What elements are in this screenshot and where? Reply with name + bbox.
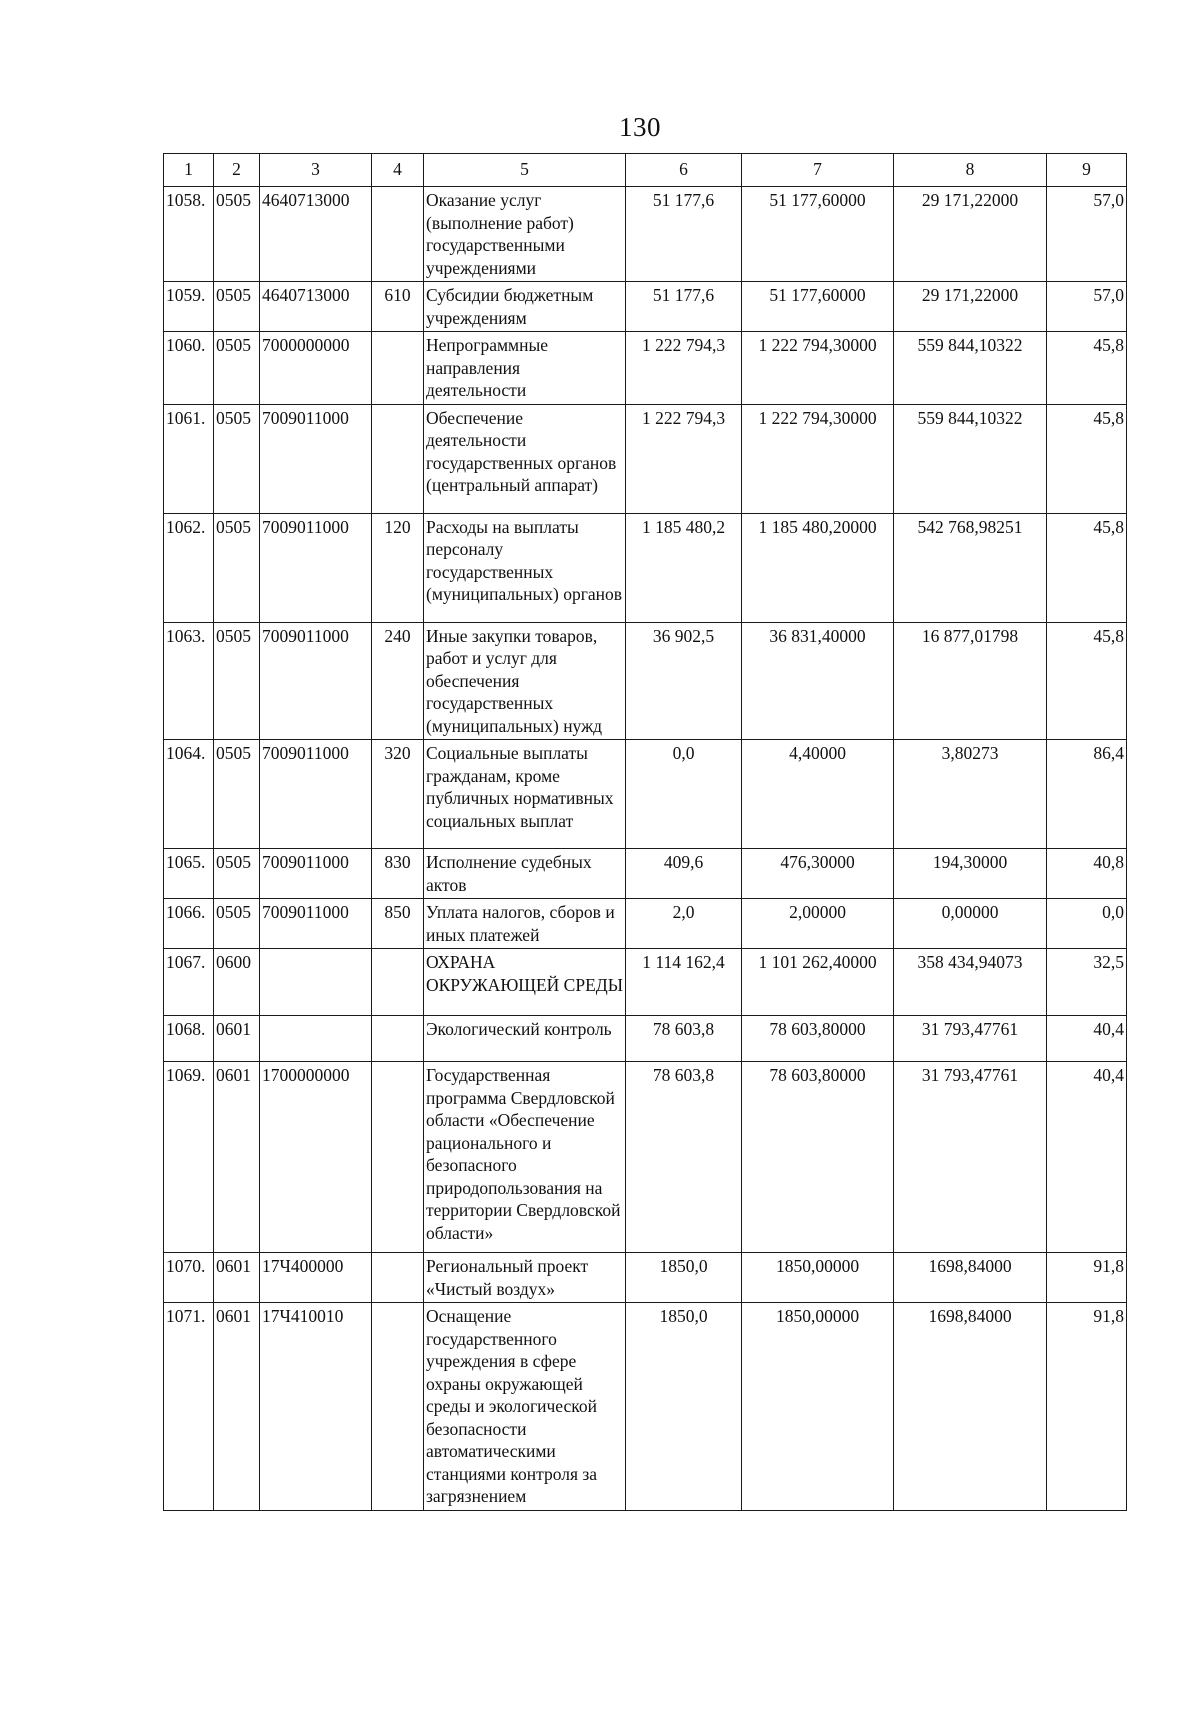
row-number: 1064. — [164, 740, 214, 849]
column-header: 9 — [1047, 154, 1127, 187]
row-name: Исполнение судебных актов — [424, 849, 626, 899]
execution-percent: 57,0 — [1047, 282, 1127, 332]
column-header: 5 — [424, 154, 626, 187]
expense-type-code — [372, 1062, 424, 1253]
row-name: Уплата налогов, сборов и иных платежей — [424, 899, 626, 949]
execution-percent: 91,8 — [1047, 1253, 1127, 1303]
section-code: 0505 — [214, 849, 260, 899]
expense-type-code — [372, 1016, 424, 1062]
execution-percent: 86,4 — [1047, 740, 1127, 849]
execution-percent: 57,0 — [1047, 187, 1127, 282]
execution-percent: 40,4 — [1047, 1062, 1127, 1253]
column-header: 7 — [742, 154, 894, 187]
approved-amount: 409,6 — [626, 849, 742, 899]
executed-amount: 31 793,47761 — [894, 1016, 1047, 1062]
approved-amount: 51 177,6 — [626, 187, 742, 282]
section-code: 0505 — [214, 899, 260, 949]
row-number: 1060. — [164, 332, 214, 405]
column-header: 6 — [626, 154, 742, 187]
target-article-code — [260, 1016, 372, 1062]
expense-type-code — [372, 404, 424, 513]
table-row — [164, 1062, 1127, 1253]
row-number: 1065. — [164, 849, 214, 899]
executed-amount: 0,00000 — [894, 899, 1047, 949]
column-header: 3 — [260, 154, 372, 187]
section-code: 0505 — [214, 622, 260, 740]
plan-amount: 1 222 794,30000 — [742, 404, 894, 513]
approved-amount: 51 177,6 — [626, 282, 742, 332]
plan-amount: 1 222 794,30000 — [742, 332, 894, 405]
section-code: 0600 — [214, 949, 260, 1016]
executed-amount: 542 768,98251 — [894, 513, 1047, 622]
row-name: Экологический контроль — [424, 1016, 626, 1062]
row-number: 1068. — [164, 1016, 214, 1062]
target-article-code: 7009011000 — [260, 404, 372, 513]
expense-type-code: 240 — [372, 622, 424, 740]
plan-amount: 1850,00000 — [742, 1303, 894, 1511]
table-row — [164, 1016, 1127, 1062]
approved-amount: 1850,0 — [626, 1253, 742, 1303]
target-article-code: 7009011000 — [260, 513, 372, 622]
section-code: 0601 — [214, 1303, 260, 1511]
expense-type-code — [372, 332, 424, 405]
approved-amount: 0,0 — [626, 740, 742, 849]
executed-amount: 559 844,10322 — [894, 332, 1047, 405]
column-header: 1 — [164, 154, 214, 187]
plan-amount: 476,30000 — [742, 849, 894, 899]
section-code: 0601 — [214, 1016, 260, 1062]
expense-type-code: 610 — [372, 282, 424, 332]
executed-amount: 194,30000 — [894, 849, 1047, 899]
row-name: Субсидии бюджетным учреждениям — [424, 282, 626, 332]
plan-amount: 78 603,80000 — [742, 1062, 894, 1253]
plan-amount: 51 177,60000 — [742, 282, 894, 332]
execution-percent: 40,4 — [1047, 1016, 1127, 1062]
row-number: 1061. — [164, 404, 214, 513]
target-article-code: 1700000000 — [260, 1062, 372, 1253]
expense-type-code — [372, 1253, 424, 1303]
executed-amount: 29 171,22000 — [894, 187, 1047, 282]
row-number: 1067. — [164, 949, 214, 1016]
table-row — [164, 740, 1127, 849]
target-article-code: 7009011000 — [260, 899, 372, 949]
expense-type-code — [372, 187, 424, 282]
target-article-code — [260, 949, 372, 1016]
approved-amount: 1 222 794,3 — [626, 404, 742, 513]
column-header: 4 — [372, 154, 424, 187]
expense-type-code: 320 — [372, 740, 424, 849]
executed-amount: 1698,84000 — [894, 1253, 1047, 1303]
expense-type-code: 830 — [372, 849, 424, 899]
page-number: 130 — [619, 112, 661, 142]
target-article-code: 7009011000 — [260, 622, 372, 740]
header-row — [164, 154, 1127, 187]
executed-amount: 559 844,10322 — [894, 404, 1047, 513]
approved-amount: 36 902,5 — [626, 622, 742, 740]
section-code: 0505 — [214, 740, 260, 849]
plan-amount: 1 185 480,20000 — [742, 513, 894, 622]
approved-amount: 78 603,8 — [626, 1062, 742, 1253]
approved-amount: 1 222 794,3 — [626, 332, 742, 405]
row-name: Оснащение государственного учреждения в сфере охраны окружающей среды и экологической безопасности автоматическими станциями контроля за загрязнением — [424, 1303, 626, 1511]
section-code: 0601 — [214, 1062, 260, 1253]
plan-amount: 1 101 262,40000 — [742, 949, 894, 1016]
executed-amount: 1698,84000 — [894, 1303, 1047, 1511]
table-row — [164, 949, 1127, 1016]
plan-amount: 2,00000 — [742, 899, 894, 949]
section-code: 0505 — [214, 513, 260, 622]
table-row — [164, 404, 1127, 513]
execution-percent: 40,8 — [1047, 849, 1127, 899]
target-article-code: 7009011000 — [260, 849, 372, 899]
target-article-code: 7000000000 — [260, 332, 372, 405]
row-name: Региональный проект «Чистый воздух» — [424, 1253, 626, 1303]
target-article-code: 4640713000 — [260, 187, 372, 282]
row-number: 1063. — [164, 622, 214, 740]
row-name: Социальные выплаты гражданам, кроме публичных нормативных социальных выплат — [424, 740, 626, 849]
table-row — [164, 1303, 1127, 1511]
approved-amount: 2,0 — [626, 899, 742, 949]
executed-amount: 29 171,22000 — [894, 282, 1047, 332]
expense-type-code: 850 — [372, 899, 424, 949]
section-code: 0505 — [214, 282, 260, 332]
row-name: Оказание услуг (выполнение работ) государственными учреждениями — [424, 187, 626, 282]
column-header: 8 — [894, 154, 1047, 187]
table-header — [164, 154, 1127, 187]
table-row — [164, 1253, 1127, 1303]
plan-amount: 51 177,60000 — [742, 187, 894, 282]
table-row — [164, 332, 1127, 405]
table-body — [164, 187, 1127, 1511]
plan-amount: 78 603,80000 — [742, 1016, 894, 1062]
table-row — [164, 282, 1127, 332]
row-number: 1062. — [164, 513, 214, 622]
row-name: Непрограммные направления деятельности — [424, 332, 626, 405]
row-number: 1066. — [164, 899, 214, 949]
approved-amount: 1850,0 — [626, 1303, 742, 1511]
execution-percent: 45,8 — [1047, 622, 1127, 740]
expense-type-code — [372, 949, 424, 1016]
row-name: Расходы на выплаты персоналу государственных (муниципальных) органов — [424, 513, 626, 622]
executed-amount: 3,80273 — [894, 740, 1047, 849]
approved-amount: 1 114 162,4 — [626, 949, 742, 1016]
row-number: 1070. — [164, 1253, 214, 1303]
table-row — [164, 622, 1127, 740]
budget-table — [163, 153, 1127, 1511]
expense-type-code — [372, 1303, 424, 1511]
table-row — [164, 513, 1127, 622]
column-header: 2 — [214, 154, 260, 187]
target-article-code: 4640713000 — [260, 282, 372, 332]
executed-amount: 31 793,47761 — [894, 1062, 1047, 1253]
execution-percent: 0,0 — [1047, 899, 1127, 949]
plan-amount: 4,40000 — [742, 740, 894, 849]
row-number: 1059. — [164, 282, 214, 332]
plan-amount: 1850,00000 — [742, 1253, 894, 1303]
row-name: Иные закупки товаров, работ и услуг для обеспечения государственных (муниципальных) нужд — [424, 622, 626, 740]
row-name: Государственная программа Свердловской области «Обеспечение рационального и безопасного природопользования на территории Свердловской области» — [424, 1062, 626, 1253]
approved-amount: 78 603,8 — [626, 1016, 742, 1062]
expense-type-code: 120 — [372, 513, 424, 622]
section-code: 0505 — [214, 332, 260, 405]
execution-percent: 45,8 — [1047, 404, 1127, 513]
row-number: 1071. — [164, 1303, 214, 1511]
target-article-code: 17Ч410010 — [260, 1303, 372, 1511]
execution-percent: 91,8 — [1047, 1303, 1127, 1511]
execution-percent: 45,8 — [1047, 332, 1127, 405]
section-code: 0601 — [214, 1253, 260, 1303]
section-code: 0505 — [214, 187, 260, 282]
table-row — [164, 849, 1127, 899]
executed-amount: 358 434,94073 — [894, 949, 1047, 1016]
executed-amount: 16 877,01798 — [894, 622, 1047, 740]
row-number: 1069. — [164, 1062, 214, 1253]
row-name: Обеспечение деятельности государственных органов (центральный аппарат) — [424, 404, 626, 513]
approved-amount: 1 185 480,2 — [626, 513, 742, 622]
table-row — [164, 187, 1127, 282]
execution-percent: 45,8 — [1047, 513, 1127, 622]
target-article-code: 17Ч400000 — [260, 1253, 372, 1303]
target-article-code: 7009011000 — [260, 740, 372, 849]
table-row — [164, 899, 1127, 949]
row-name: ОХРАНА ОКРУЖАЮЩЕЙ СРЕДЫ — [424, 949, 626, 1016]
row-number: 1058. — [164, 187, 214, 282]
section-code: 0505 — [214, 404, 260, 513]
plan-amount: 36 831,40000 — [742, 622, 894, 740]
execution-percent: 32,5 — [1047, 949, 1127, 1016]
